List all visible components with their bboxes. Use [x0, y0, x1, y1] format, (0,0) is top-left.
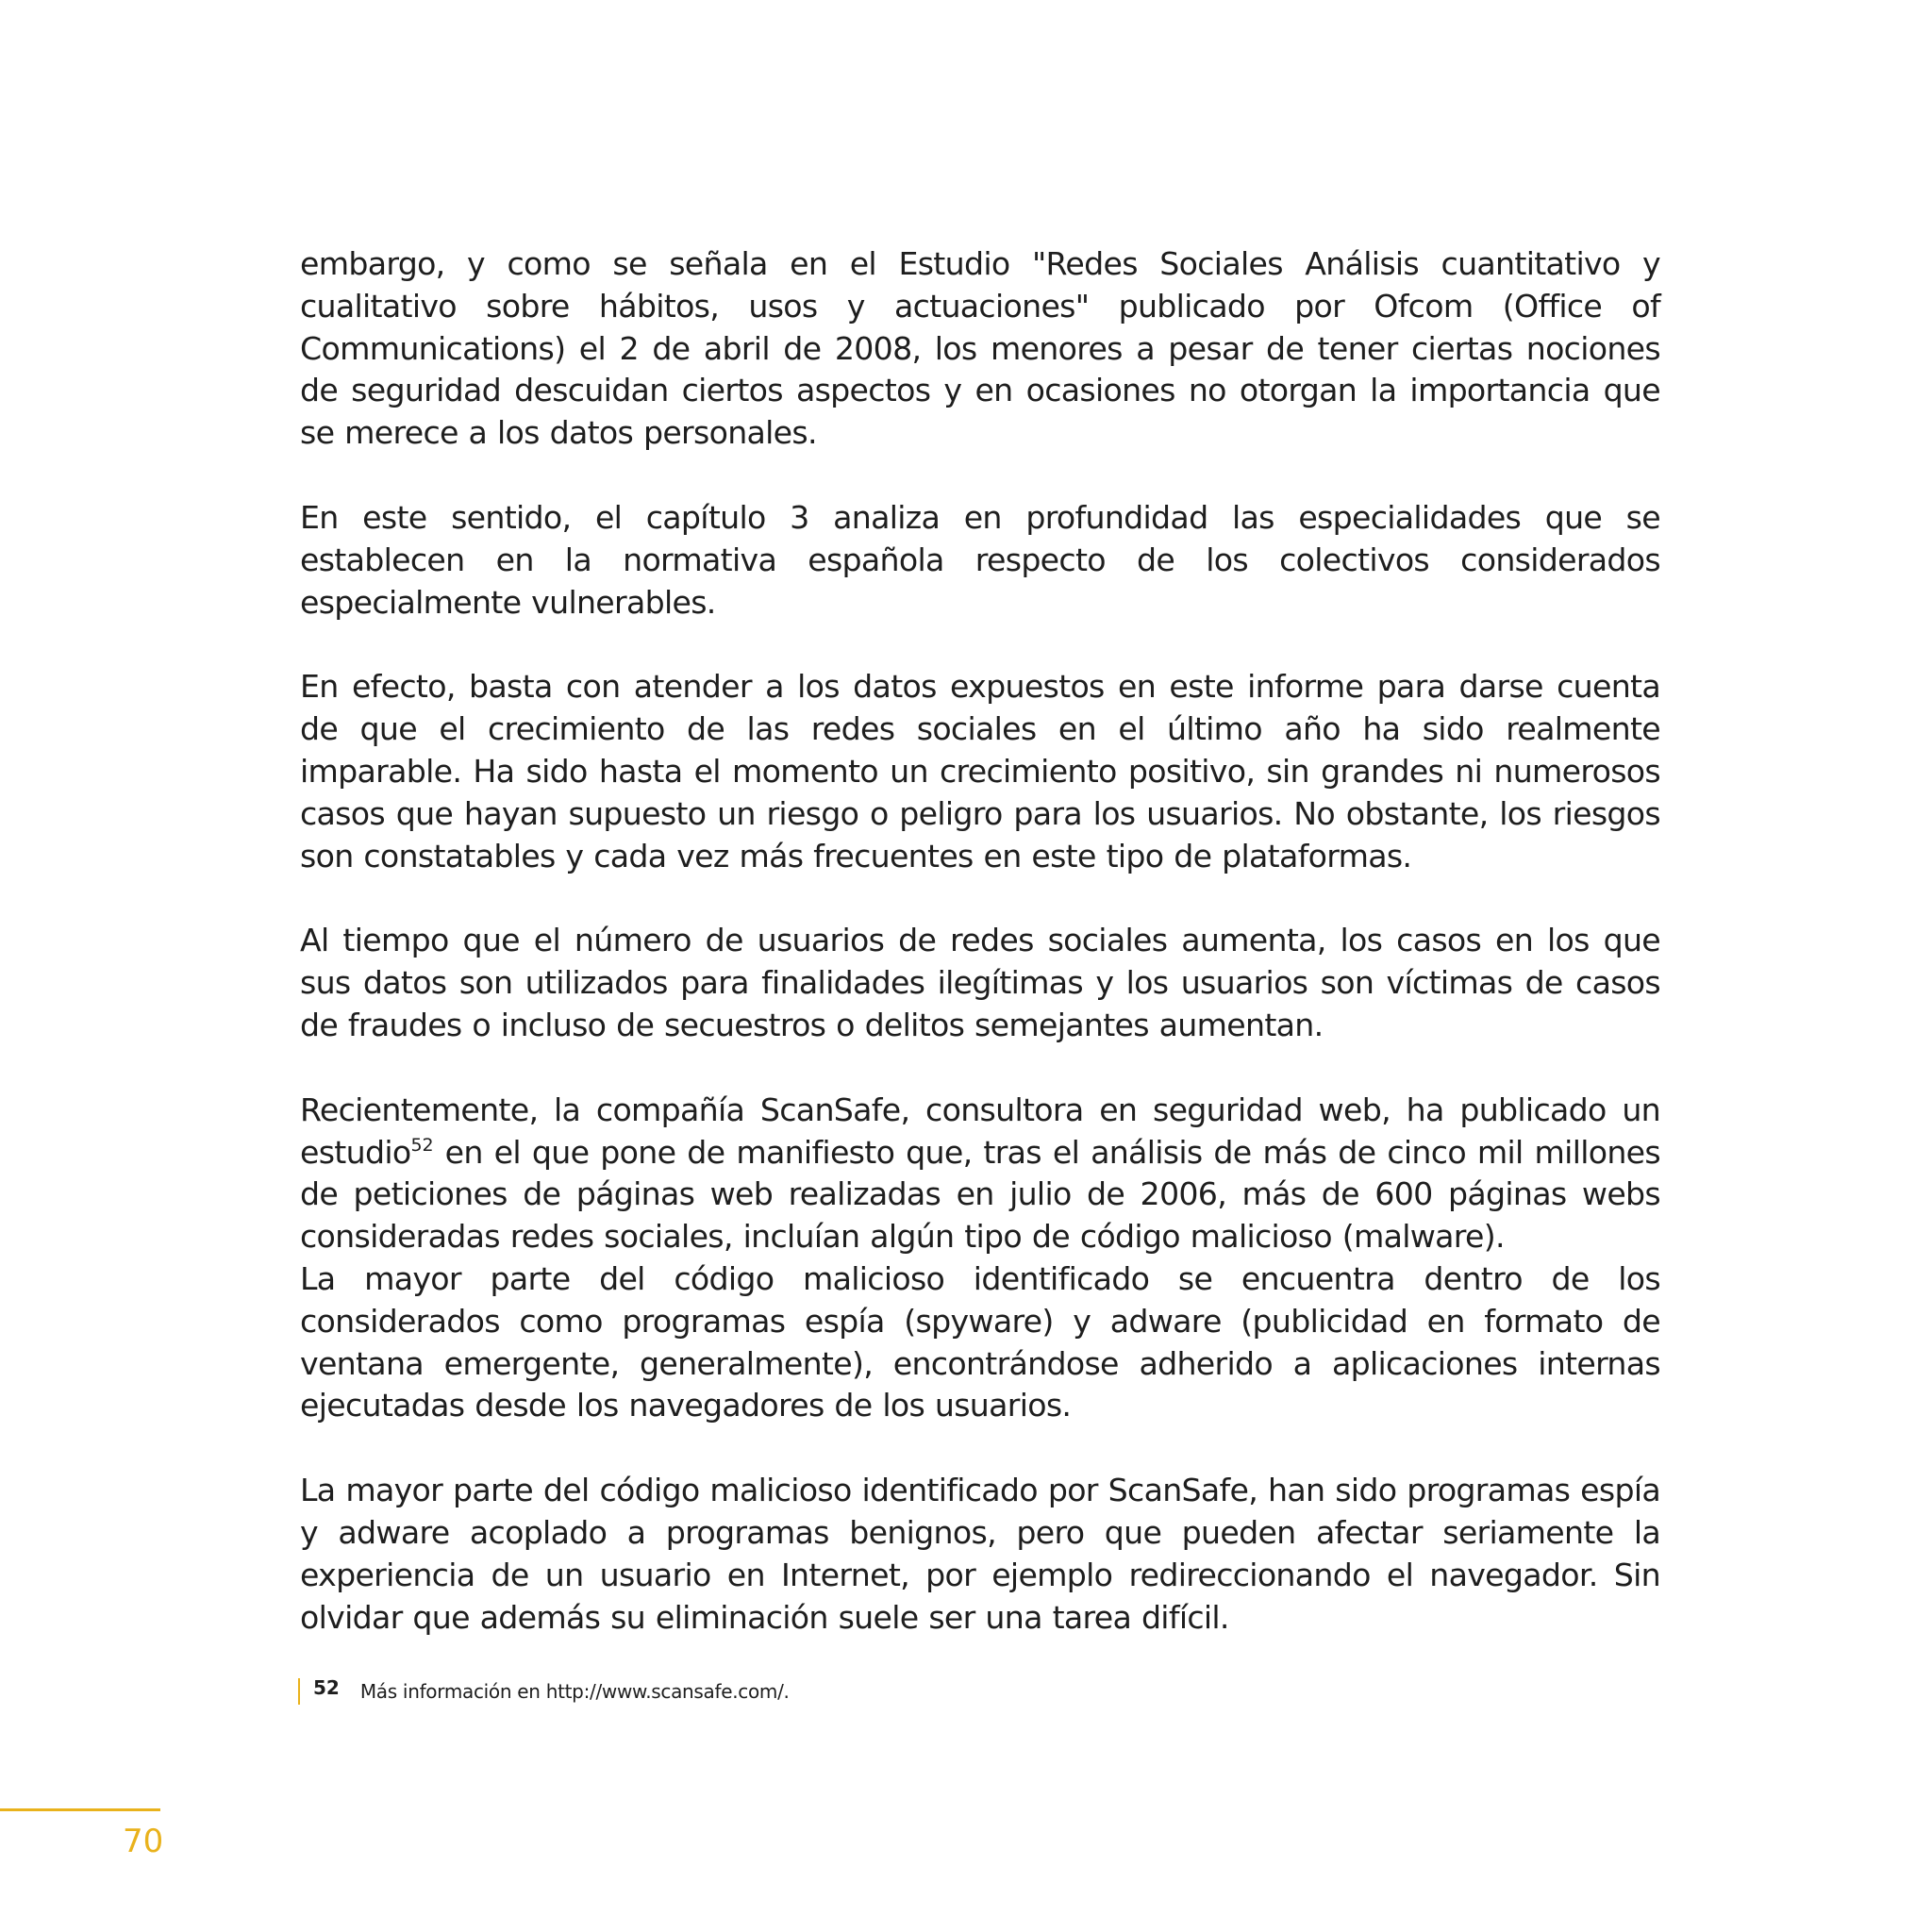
- paragraph-1: embargo, y como se señala en el Estudio "Redes Sociales Análisis cuantitativo y cualitativo sobre hábitos, usos y actuaciones" publicado por Ofcom (Office of Communications) el 2 de abril de 2008, los menores a pesar de tener ciertas nociones de seguridad descuidan ciertos aspectos y en ocasiones no otorgan la importancia que se merece a los datos personales.: [300, 245, 1660, 452]
- paragraph-3: En efecto, basta con atender a los datos expuestos en este informe para darse cuenta de que el crecimiento de las redes sociales en el último año ha sido realmente imparable. Ha sido hasta el momento un crecimiento positivo, sin grandes ni numerosos casos que hayan supuesto un riesgo o peligro para los usuarios. No obstante, los riesgos son constatables y cada vez más frecuentes en este tipo de plataformas.: [300, 668, 1660, 874]
- footnote-text: Más información en http://www.scansafe.com/.: [359, 1680, 790, 1703]
- body-text: [300, 243, 1660, 1681]
- page-number: 70: [123, 1823, 164, 1860]
- page-number-rule: [0, 1808, 160, 1811]
- footnote-reference[interactable]: 52: [410, 1134, 434, 1156]
- paragraph-5: [300, 1090, 1660, 1258]
- paragraph-7: La mayor parte del código malicioso identificado por ScanSafe, han sido programas espía y adware acoplado a programas benignos, pero que pueden afectar seriamente la experiencia de un usuario en Internet, por ejemplo redireccionando el navegador. Sin olvidar que además su eliminación suele ser una tarea difícil.: [300, 1472, 1660, 1636]
- paragraph-5-text-start: Recientemente, la compañía ScanSafe, consultora en seguridad web, ha publicado un estudio: [300, 1091, 1660, 1171]
- footnote-divider: [298, 1678, 300, 1705]
- footnote: [298, 1677, 790, 1706]
- paragraph-5-text-end: en el que pone de manifiesto que, tras el análisis de más de cinco mil millones de peticiones de páginas web realizadas en julio de 2006, más de 600 páginas webs consideradas redes sociales, incluían algún tipo de código malicioso (malware).: [300, 1133, 1660, 1256]
- paragraph-4: Al tiempo que el número de usuarios de redes sociales aumenta, los casos en los que sus datos son utilizados para finalidades ilegítimas y los usuarios son víctimas de casos de fraudes o incluso de secuestros o delitos semejantes aumentan.: [300, 922, 1660, 1043]
- footnote-number: 52: [313, 1676, 340, 1699]
- paragraph-2: En este sentido, el capítulo 3 analiza en profundidad las especialidades que se establecen en la normativa española respecto de los colectivos considerados especialmente vulnerables.: [300, 498, 1660, 621]
- paragraph-6: La mayor parte del código malicioso identificado se encuentra dentro de los considerados como programas espía (spyware) y adware (publicidad en formato de ventana emergente, generalmente), encontrándose adherido a aplicaciones internas ejecutadas desde los navegadores de los usuarios.: [300, 1259, 1660, 1424]
